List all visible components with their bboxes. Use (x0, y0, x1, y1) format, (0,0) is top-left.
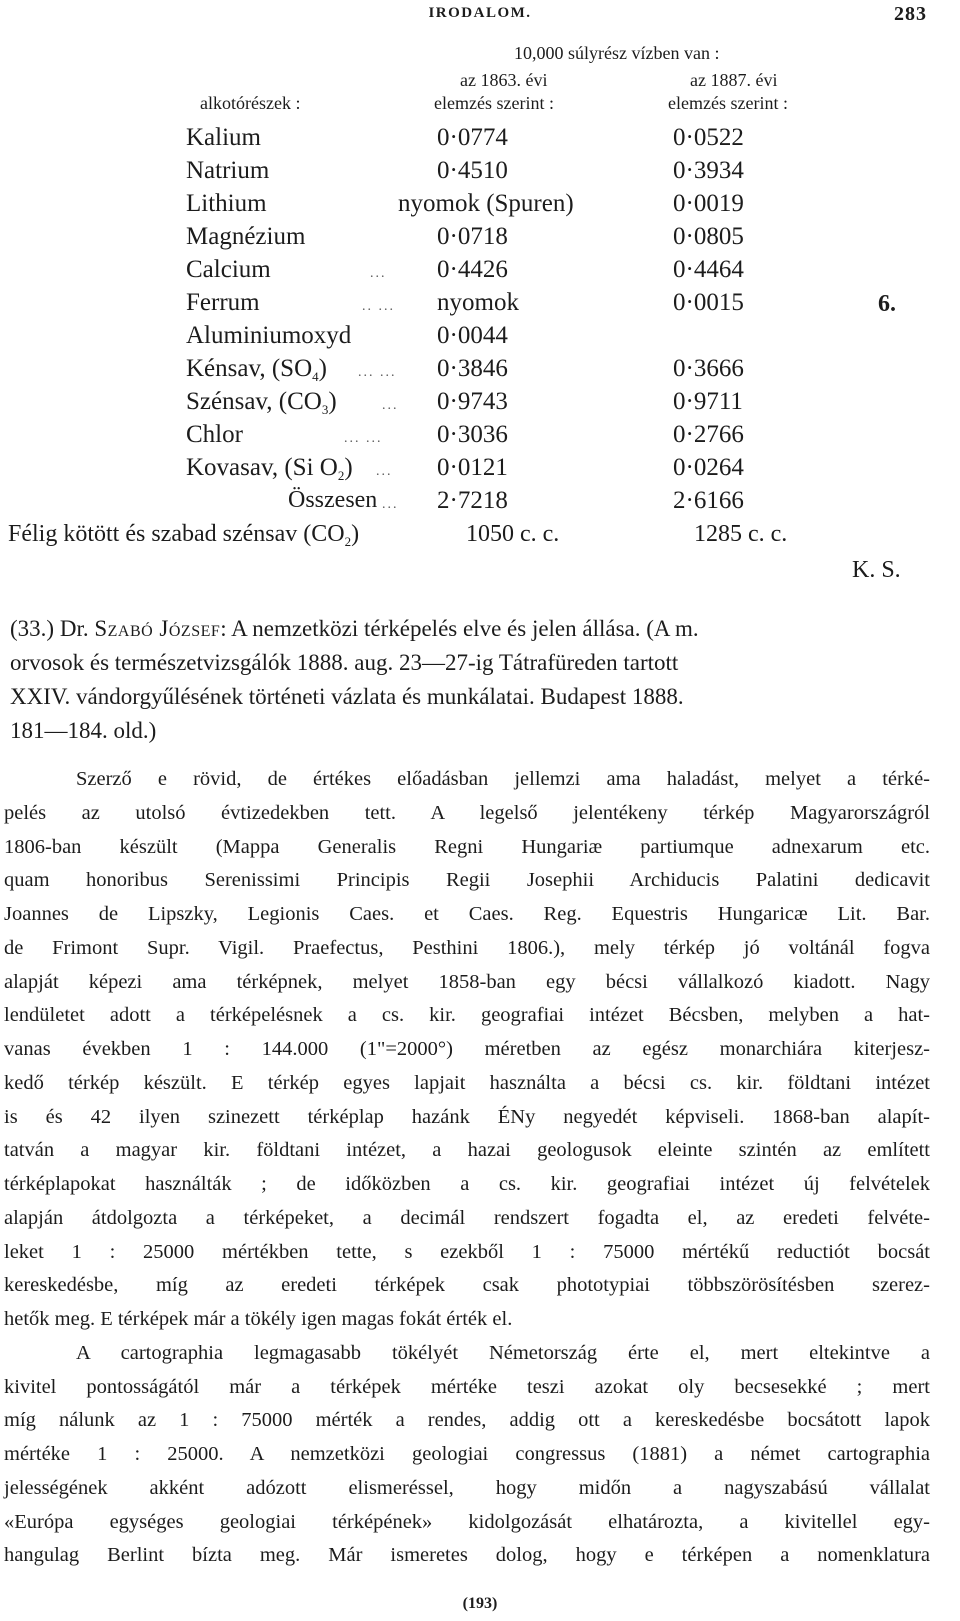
body-line: pelés az utolsó évtizedekben tett. A legelső jelentékeny térkép Magyarországról (4, 802, 930, 824)
row-name-kalium: Kalium (186, 124, 261, 151)
body-line: vanas években 1 : 144.000 (1"=2000°) méretben az egész monarchiára kiterjesz- (4, 1038, 930, 1060)
body-line: de Frimont Supr. Vigil. Praefectus, Pesthini 1806.), mely térkép jó voltánál fogva (4, 937, 930, 959)
row-v1-chlor: 0·3036 (437, 421, 508, 448)
leader-dots: .. ... (362, 299, 395, 314)
body-line: hetők meg. E térképek már a tökély igen magas fokát érték el. (4, 1308, 513, 1330)
body-line: kivitel pontosságától már a térképek mértéke teszi azokat oly becsesekké ; mert (4, 1376, 930, 1398)
free-co2-v2: 1285 c. c. (694, 521, 788, 547)
col1-header-analysis: elemzés szerint : (434, 93, 554, 113)
row-v1-lithium: nyomok (Spuren) (398, 190, 574, 217)
body-line: is és 42 ilyen szinezett térképlap hazánk ÉNy negyedét képviseli. 1868-ban alapít- (4, 1106, 930, 1128)
body-line: jelességének akként adózott elismeréssel, hogy midőn a nagyszabású vállalat (4, 1477, 930, 1499)
body-line: leket 1 : 25000 mértékben tette, s ezekből 1 : 75000 mértékű reductiót bocsát (4, 1241, 930, 1263)
leader-dots: ... (376, 464, 393, 479)
row-name-kovasav: Kovasav, (Si $O_2$) (186, 454, 353, 483)
margin-mark: 6. (878, 291, 896, 317)
body-line: 1806-ban készült (Mappa Generalis Regni Hungariæ partiumque adnexarum etc. (4, 836, 930, 858)
row-v1-magnezium: 0·0718 (437, 223, 508, 250)
ref-line-1: (33.) Dr. Szabó József: A nemzetközi térképelés elve és jelen állása. (A m. (10, 616, 699, 641)
page-number: 283 (894, 3, 927, 25)
body-line: hangulag Berlint bízta meg. Már ismeretes dolog, hogy e térképen a nomenklatura (4, 1544, 930, 1566)
table-caption: 10,000 súlyrész vízben van : (514, 43, 720, 63)
signature-number: (193) (462, 1595, 498, 1612)
row-v2-kensav: 0·3666 (673, 355, 744, 382)
body-line: lendületet adott a térképelésnek a cs. kir. geografiai intézet Bécsben, melyben a hat- (4, 1004, 930, 1026)
row-v1-kensav: 0·3846 (437, 355, 508, 382)
free-co2-label: Félig kötött és szabad szénsav $(CO_2)$ (8, 521, 360, 549)
body-line: térképlapokat használták ; de időközben a cs. kir. geografiai intézet új felvételek (4, 1173, 930, 1195)
leader-dots: ... (382, 497, 399, 512)
row-v2-chlor: 0·2766 (673, 421, 744, 448)
body-line: míg nálunk az 1 : 75000 mérték a rendes, addig ott a kereskedésbe bocsátott lapok (4, 1409, 930, 1431)
row-v2-calcium: 0·4464 (673, 256, 744, 283)
row-v2-szensav: 0·9711 (673, 388, 743, 415)
leader-dots: ... (382, 398, 399, 413)
body-line: Joannes de Lipszky, Legionis Caes. et Caes. Reg. Equestris Hungaricæ Lit. Bar. (4, 903, 930, 925)
body-line: Szerző e rövid, de értékes előadásban jellemzi ama haladást, melyet a térké- (76, 768, 930, 790)
body-line: alapját képezi ama térképnek, melyet 1858-ban egy bécsi vállalkozó kiadott. Nagy (4, 971, 930, 993)
col2-header-year: az 1887. évi (690, 70, 778, 90)
body-line: «Európa egységes geologiai térképének» kidolgozását elhatározta, a kivitellel egy- (4, 1511, 930, 1533)
row-v2-lithium: 0·0019 (673, 190, 744, 217)
ref-line-2: orvosok és természetvizsgálók 1888. aug. 23—27-ig Tátrafüreden tartott (10, 650, 679, 675)
row-v1-ferrum: nyomok (437, 289, 519, 316)
row-name-lithium: Lithium (186, 190, 267, 217)
row-v2-kalium: 0·0522 (673, 124, 744, 151)
body-line: alapján átdolgozta a térképeket, a decimál rendszert fogadta el, az eredeti felvéte- (4, 1207, 930, 1229)
row-v1-calcium: 0·4426 (437, 256, 508, 283)
row-name-aluminiumoxyd: Aluminiumoxyd (186, 322, 352, 349)
row-name-szensav: Szénsav, $(CO_3)$ (186, 388, 337, 417)
col2-header-analysis: elemzés szerint : (668, 93, 788, 113)
row-name-calcium: Calcium (186, 256, 271, 283)
row-name-chlor: Chlor (186, 421, 243, 448)
total-v2: 2·6166 (673, 487, 744, 514)
row-v1-szensav: 0·9743 (437, 388, 508, 415)
ref-line-4: 181—184. old.) (10, 718, 157, 743)
row-v2-kovasav: 0·0264 (673, 454, 744, 481)
components-header: alkotórészek : (200, 93, 301, 113)
signature: K. S. (852, 557, 901, 583)
running-header-title: IRODALOM. (428, 5, 532, 21)
row-v1-kalium: 0·0774 (437, 124, 508, 151)
row-name-ferrum: Ferrum (186, 289, 260, 316)
row-name-magnezium: Magnézium (186, 223, 306, 250)
ref-line-3: XXIV. vándorgyűlésének történeti vázlata és munkálatai. Budapest 1888. (10, 684, 684, 709)
row-v1-natrium: 0·4510 (437, 157, 508, 184)
free-co2-v1: 1050 c. c. (466, 521, 560, 547)
row-name-kensav: Kénsav, $(SO_4)$ (186, 355, 327, 384)
leader-dots: ... ... (358, 365, 397, 380)
body-line: tatván a magyar kir. földtani intézet, a hazai geologusok eleinte szintén az említett (4, 1139, 930, 1161)
body-line: mértéke 1 : 25000. A nemzetközi geologiai congressus (1881) a német cartographia (4, 1443, 930, 1465)
row-v2-magnezium: 0·0805 (673, 223, 744, 250)
row-name-natrium: Natrium (186, 157, 270, 184)
leader-dots: ... (370, 266, 387, 281)
body-line: kereskedésbe, míg az eredeti térképek csak phototypiai többszörösítésben szerez- (4, 1274, 930, 1296)
row-v2-ferrum: 0·0015 (673, 289, 744, 316)
row-v1-kovasav: 0·0121 (437, 454, 508, 481)
col1-header-year: az 1863. évi (460, 70, 548, 90)
row-v1-aluminiumoxyd: 0·0044 (437, 322, 508, 349)
body-line: quam honoribus Serenissimi Principis Regii Josephii Archiducis Palatini dedicavit (4, 869, 930, 891)
total-label: Összesen (288, 487, 378, 513)
body-line: A cartographia legmagasabb tökélyét Németország érte el, mert eltekintve a (76, 1342, 930, 1364)
body-line: kedő térkép készült. E térkép egyes lapjait használta a bécsi cs. kir. földtani intézet (4, 1072, 930, 1094)
row-v2-natrium: 0·3934 (673, 157, 744, 184)
leader-dots: ... ... (344, 431, 383, 446)
total-v1: 2·7218 (437, 487, 508, 514)
